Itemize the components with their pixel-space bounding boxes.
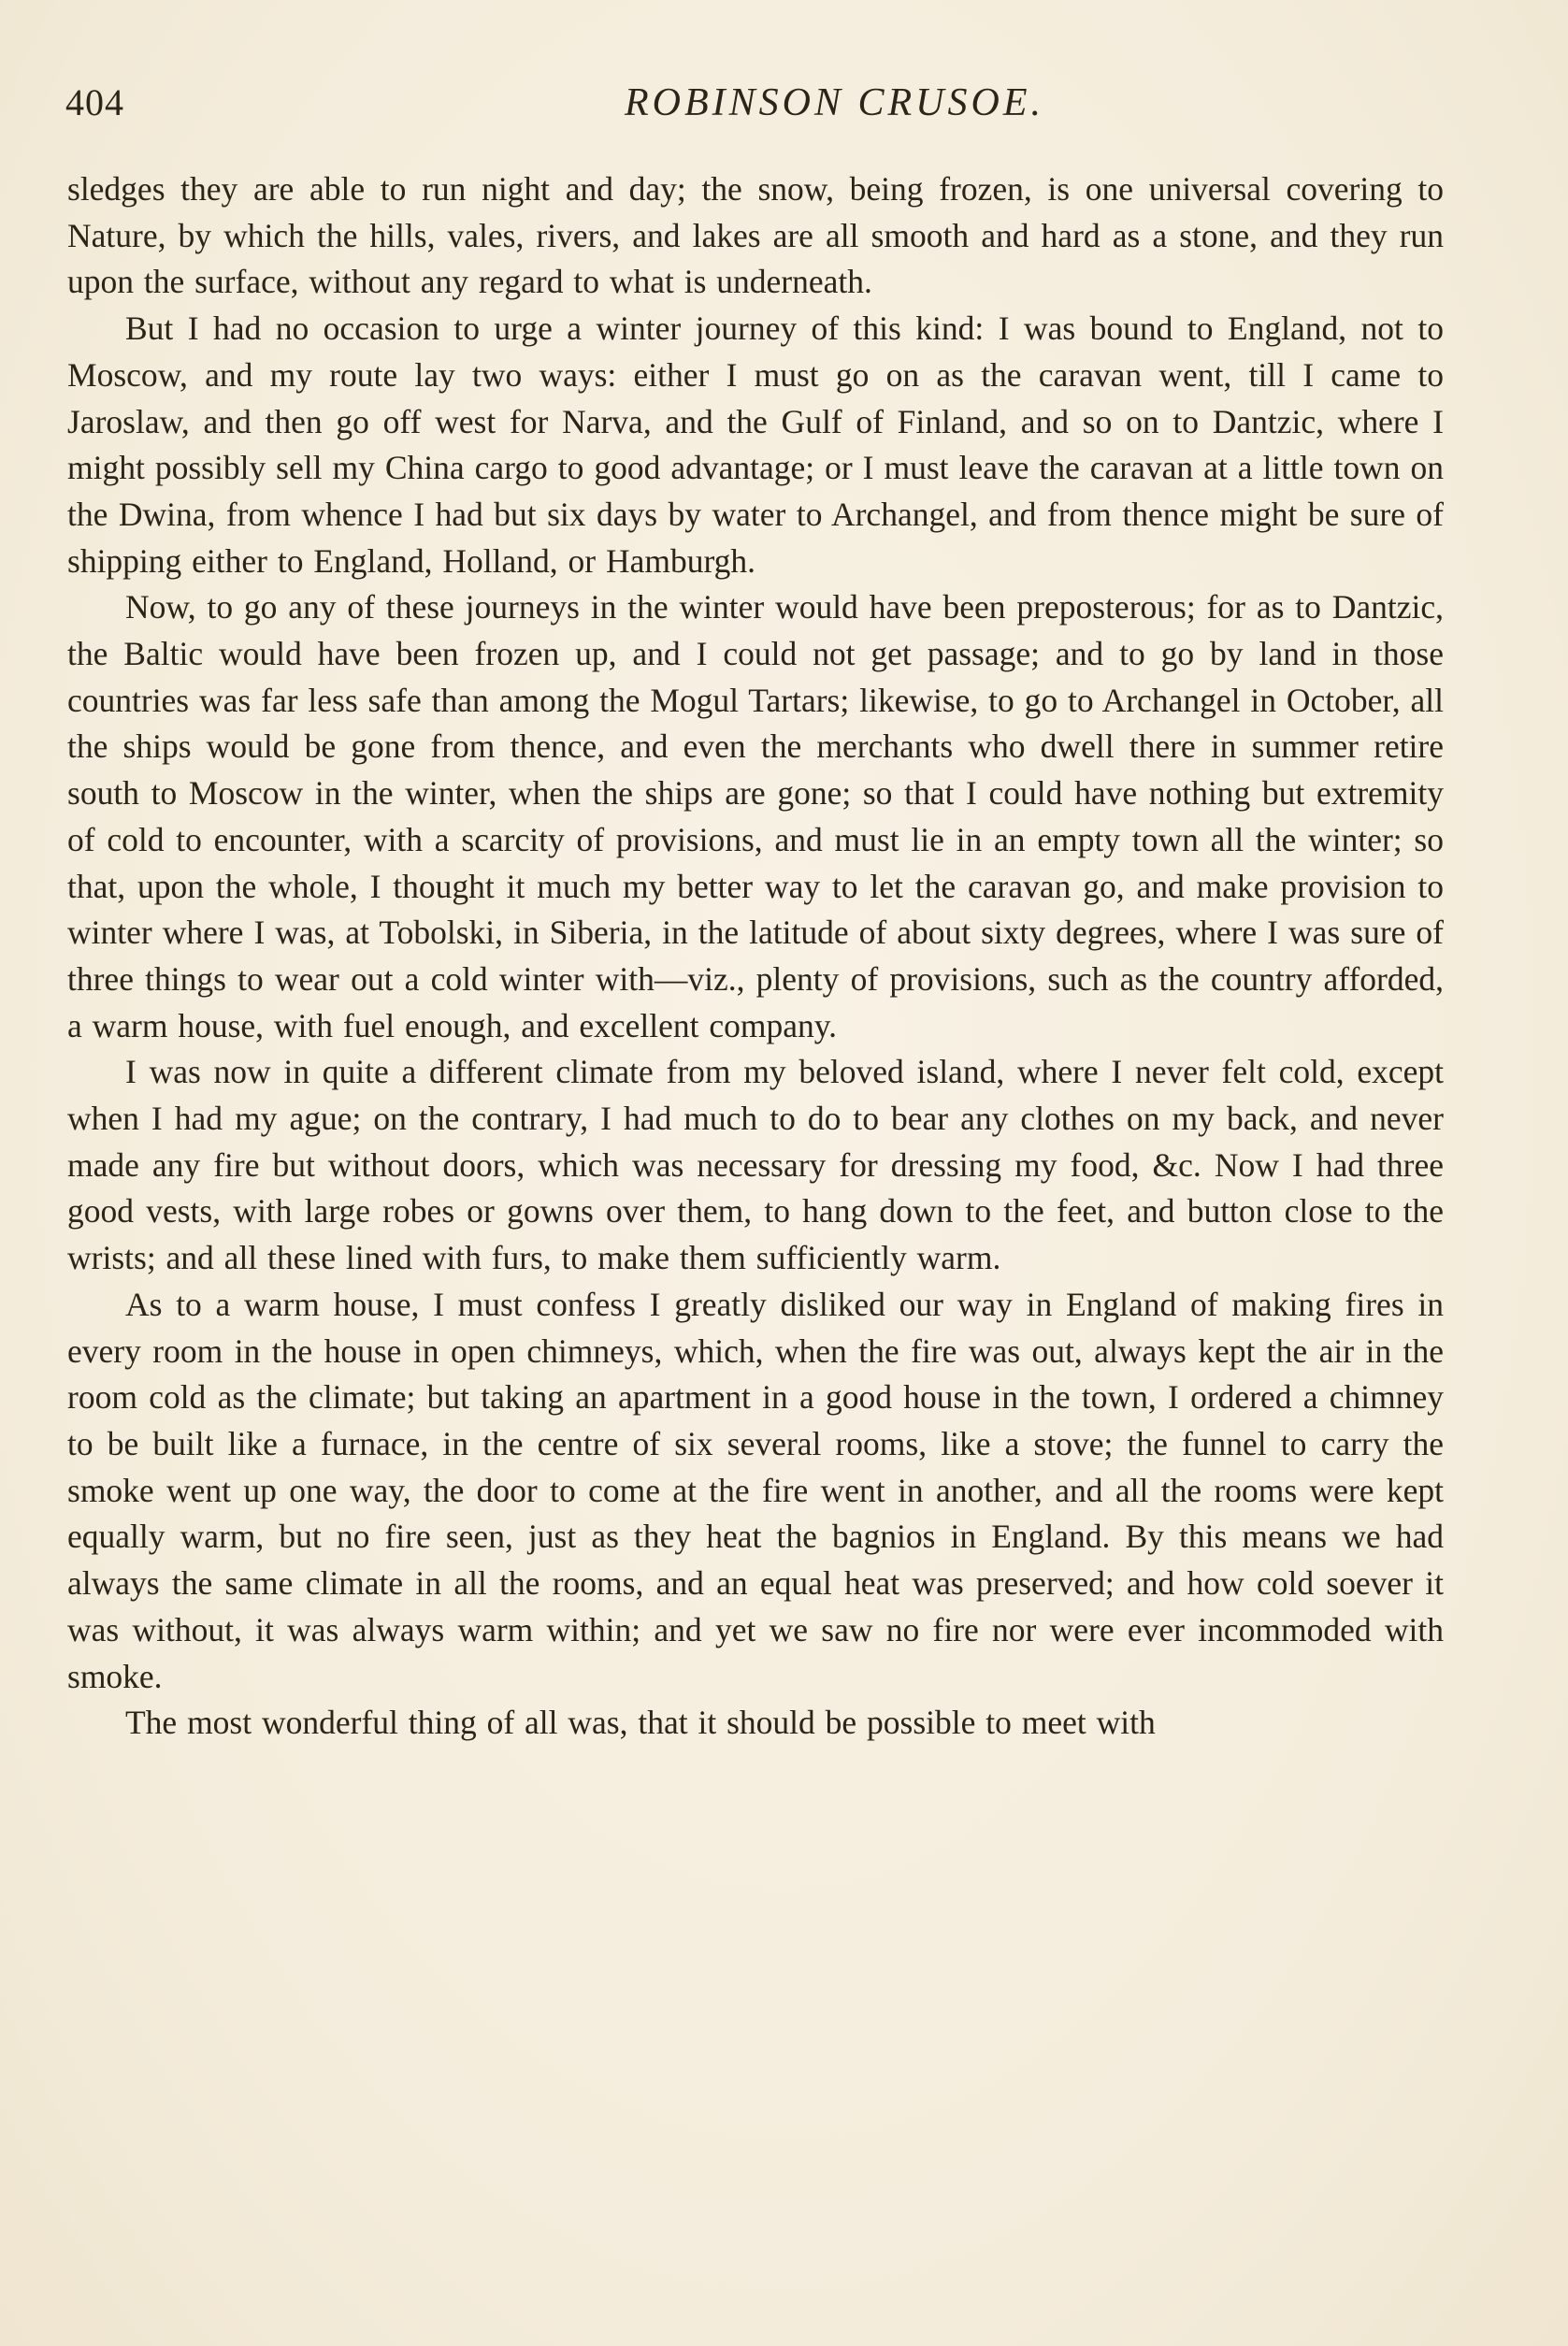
paragraph: As to a warm house, I must confess I greatly disliked our way in England of making fires in every room in the house in open chimneys, which, when the fire was out, always kept the air in the room cold as the climate; but taking an apartment in a good house in the town, I ordered a chimney to be built like a furnace, in the centre of six several rooms, like a stove; the funnel to carry the smoke went up one way, the door to come at the fire went in another, and all the rooms were kept equally warm, but no fire seen, just as they heat the bagnios in England. By this means we had always the same climate in all the rooms, and an equal heat was preserved; and how cold soever it was without, it was always warm within; and yet we saw no fire nor were ever incommoded with smoke. (67, 1285, 1444, 1695)
body-text (67, 166, 1444, 1747)
paragraph-final: The most wonderful thing of all was, that it should be possible to meet with (125, 1704, 1156, 1742)
page-header (65, 80, 1449, 137)
running-title: ROBINSON CRUSOE. (625, 81, 1044, 124)
paragraph-continuation: sledges they are able to run night and day; the snow, being frozen, is one universal covering to Nature, by which the hills, vales, rivers, and lakes are all smooth and hard as a stone, and they run upon the surface, without any regard to what is underneath. (67, 170, 1444, 301)
page-number: 404 (65, 81, 124, 123)
paragraph: But I had no occasion to urge a winter journey of this kind: I was bound to England, not to Moscow, and my route lay two ways: either I must go on as the caravan went, till I came to Jaroslaw, and then go off west for Narva, and the Gulf of Finland, and so on to Dantzic, where I might possibly sell my China cargo to good advantage; or I must leave the caravan at a little town on the Dwina, from whence I had but six days by water to Archangel, and from thence might be sure of shipping either to England, Holland, or Hamburgh. (67, 309, 1444, 580)
paragraph: Now, to go any of these journeys in the winter would have been preposterous; for as to Dantzic, the Baltic would have been frozen up, and I could not get passage; and to go by land in those countries was far less safe than among the Mogul Tartars; likewise, to go to Archangel in October, all the ships would be gone from thence, and even the merchants who dwell there in summer retire south to Moscow in the winter, when the ships are gone; so that I could have nothing but extremity of cold to encounter, with a scarcity of provisions, and must lie in an empty town all the winter; so that, upon the whole, I thought it much my better way to let the caravan go, and make provision to winter where I was, at Tobolski, in Siberia, in the latitude of about sixty degrees, where I was sure of three things to wear out a cold winter with—viz., plenty of provisions, such as the country afforded, a warm house, with fuel enough, and excellent company. (67, 588, 1444, 1044)
paragraph: I was now in quite a different climate from my beloved island, where I never felt cold, except when I had my ague; on the contrary, I had much to do to bear any clothes on my back, and never made any fire but without doors, which was necessary for dressing my food, &c. Now I had three good vests, with large robes or gowns over them, to hang down to the feet, and button close to the wrists; and all these lined with furs, to make them sufficiently warm. (67, 1053, 1444, 1277)
